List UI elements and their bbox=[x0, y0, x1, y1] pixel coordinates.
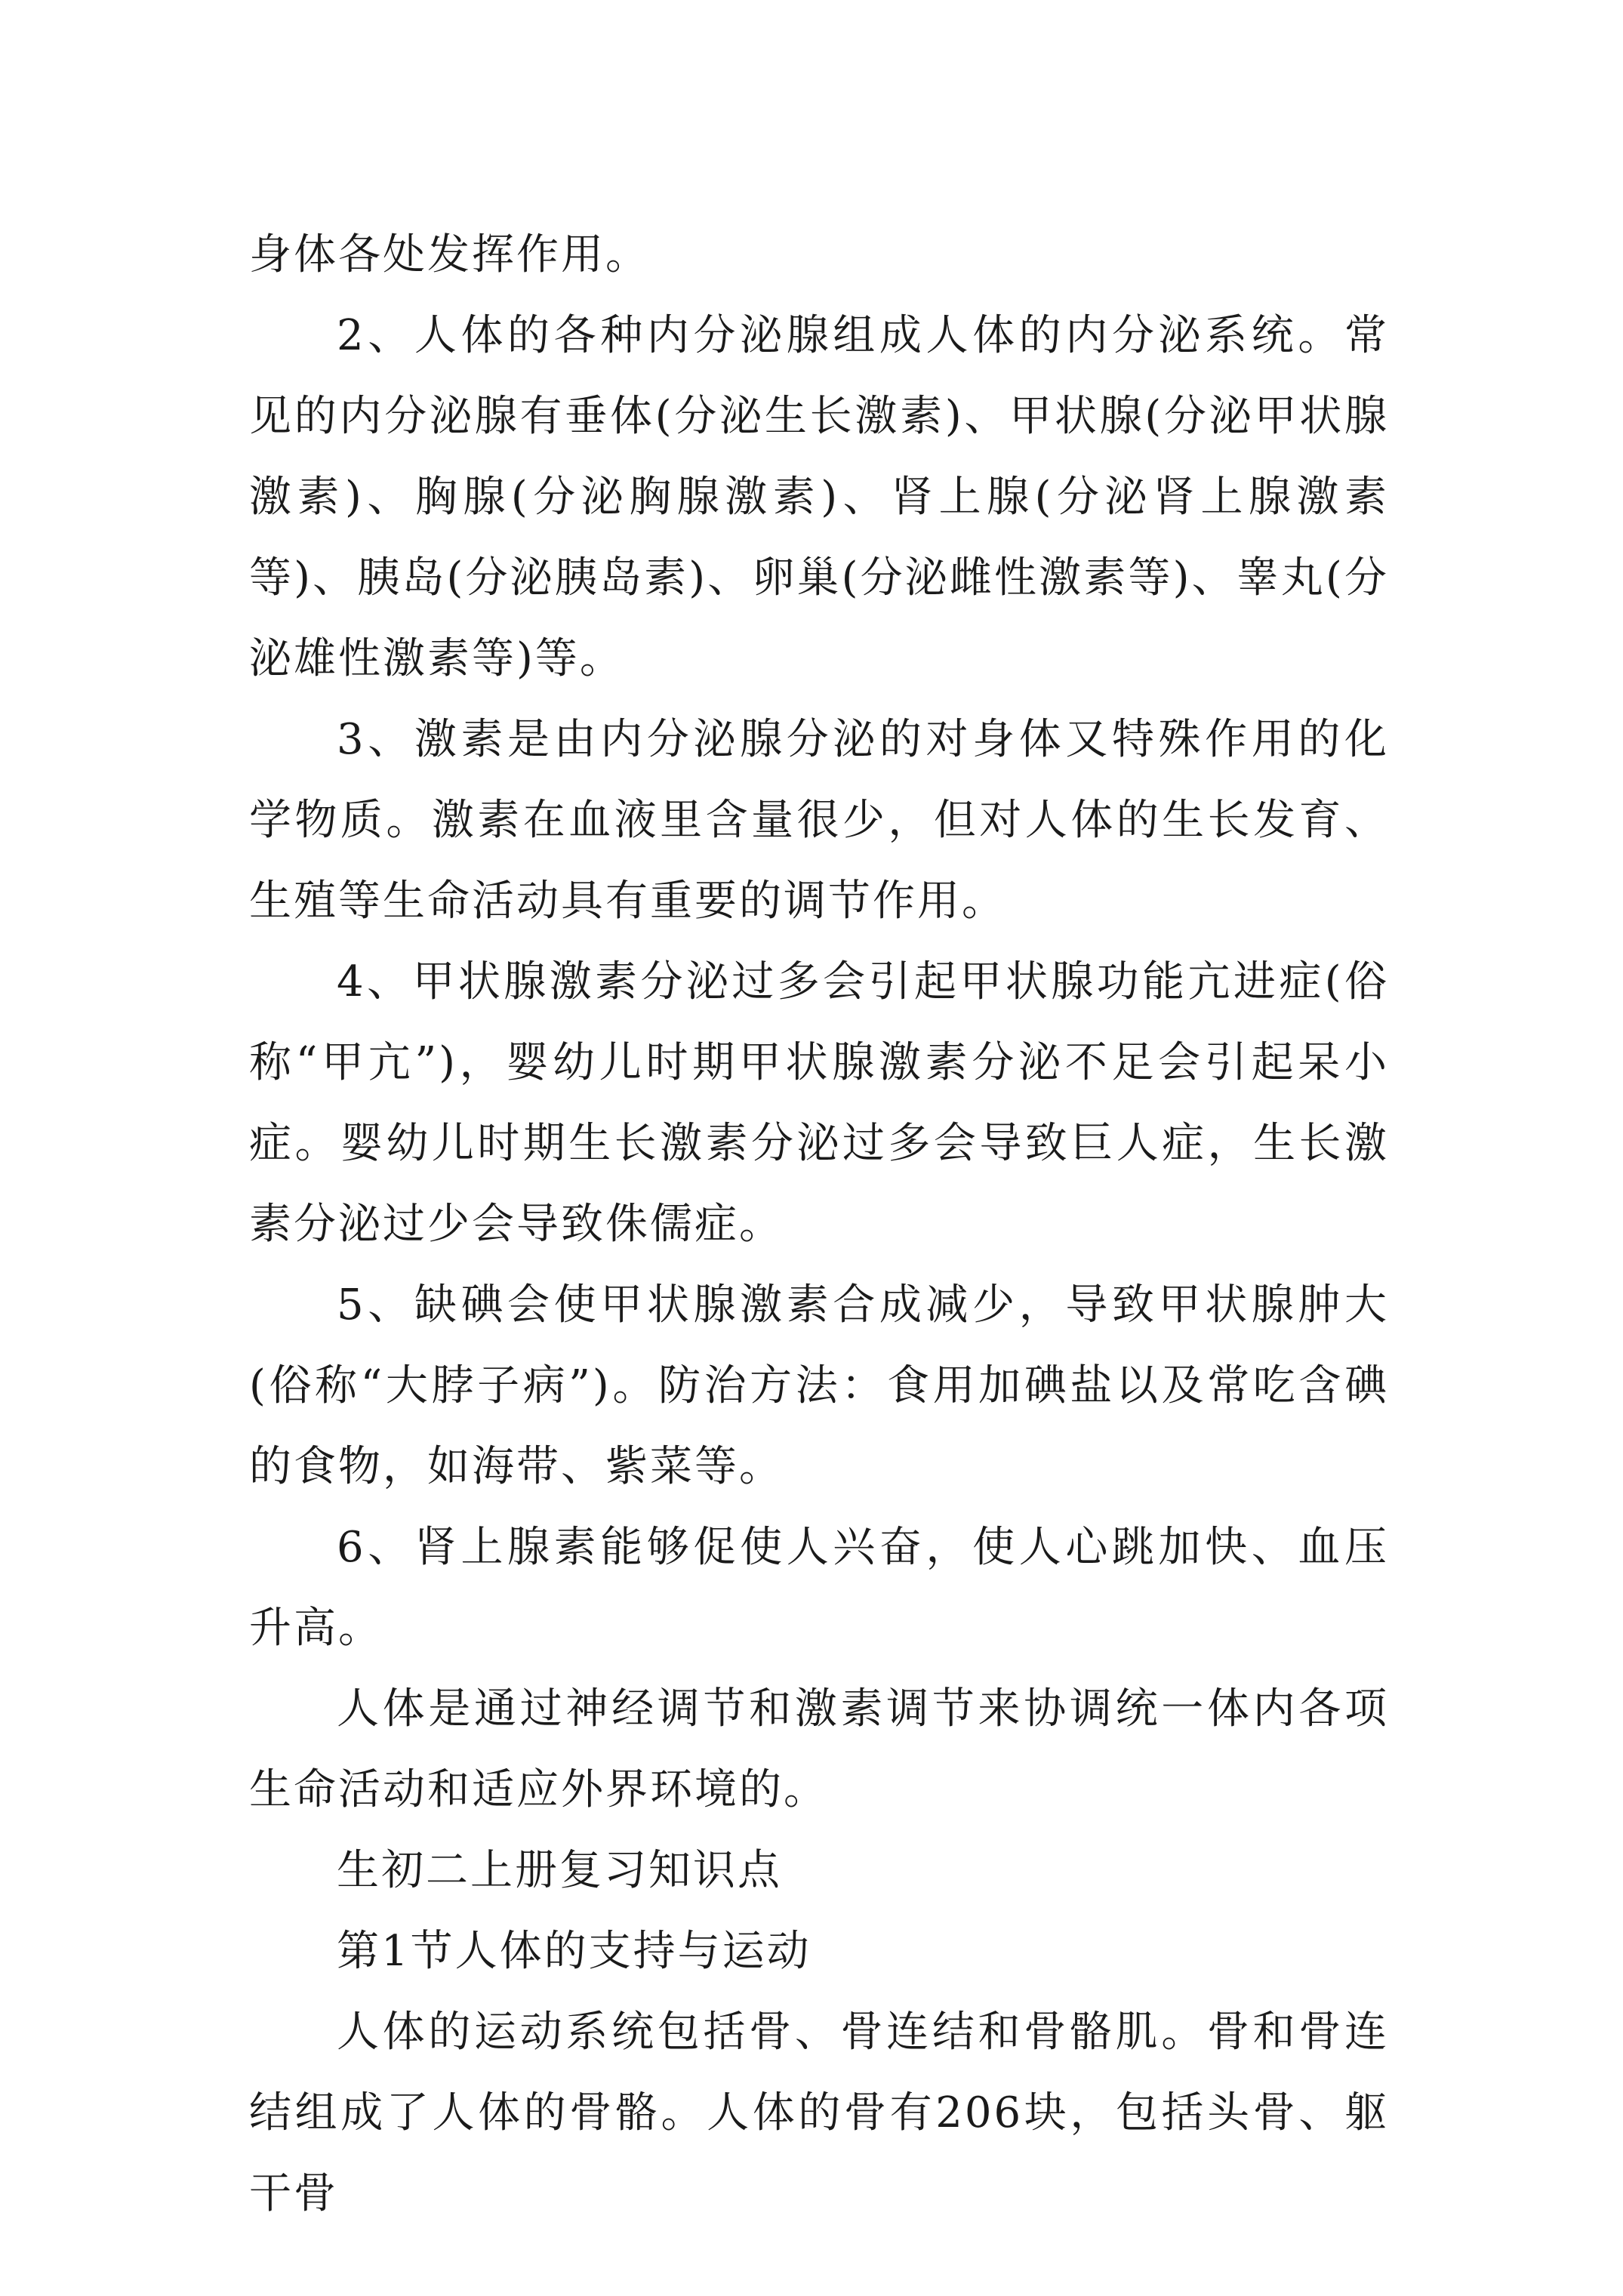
paragraph-item-5-iodine: 5、缺碘会使甲状腺激素合成减少，导致甲状腺肿大(俗称“大脖子病”)。防治方法：食用加碘盐以及常吃含碘的食物，如海带、紫菜等。 bbox=[249, 1281, 1389, 1491]
document-body bbox=[249, 214, 1389, 2234]
paragraph-item-4-thyroid: 4、甲状腺激素分泌过多会引起甲状腺功能亢进症(俗称“甲亢”)，婴幼儿时期甲状腺激素分泌不足会引起呆小症。婴幼儿时期生长激素分泌过多会导致巨人症，生长激素分泌过少会导致侏儒症。 bbox=[249, 957, 1389, 1249]
paragraph-continuation: 身体各处发挥作用。 bbox=[249, 230, 650, 279]
paragraph-item-2-endocrine-system: 2、人体的各种内分泌腺组成人体的内分泌系统。常见的内分泌腺有垂体(分泌生长激素)、甲状腺(分泌甲状腺激素)、胸腺(分泌胸腺激素)、肾上腺(分泌肾上腺激素等)、胰岛(分泌胰岛素)、卵巢(分泌雌性激素等)、睾丸(分泌雄性激素等)等。 bbox=[249, 311, 1389, 683]
paragraph-item-6-adrenaline: 6、肾上腺素能够促使人兴奋，使人心跳加快、血压升高。 bbox=[249, 1523, 1389, 1653]
paragraph-summary: 人体是通过神经调节和激素调节来协调统一体内各项生命活动和适应外界环境的。 bbox=[249, 1684, 1389, 1814]
subsection-heading: 第1节人体的支持与运动 bbox=[337, 1927, 812, 1976]
paragraph-motor-system: 人体的运动系统包括骨、骨连结和骨骼肌。骨和骨连结组成了人体的骨骼。人体的骨有206块，包括头骨、躯干骨 bbox=[249, 2008, 1389, 2218]
paragraph-item-3-hormones: 3、激素是由内分泌腺分泌的对身体又特殊作用的化学物质。激素在血液里含量很少，但对人体的生长发育、生殖等生命活动具有重要的调节作用。 bbox=[249, 715, 1389, 926]
section-heading: 生初二上册复习知识点 bbox=[337, 1846, 782, 1895]
